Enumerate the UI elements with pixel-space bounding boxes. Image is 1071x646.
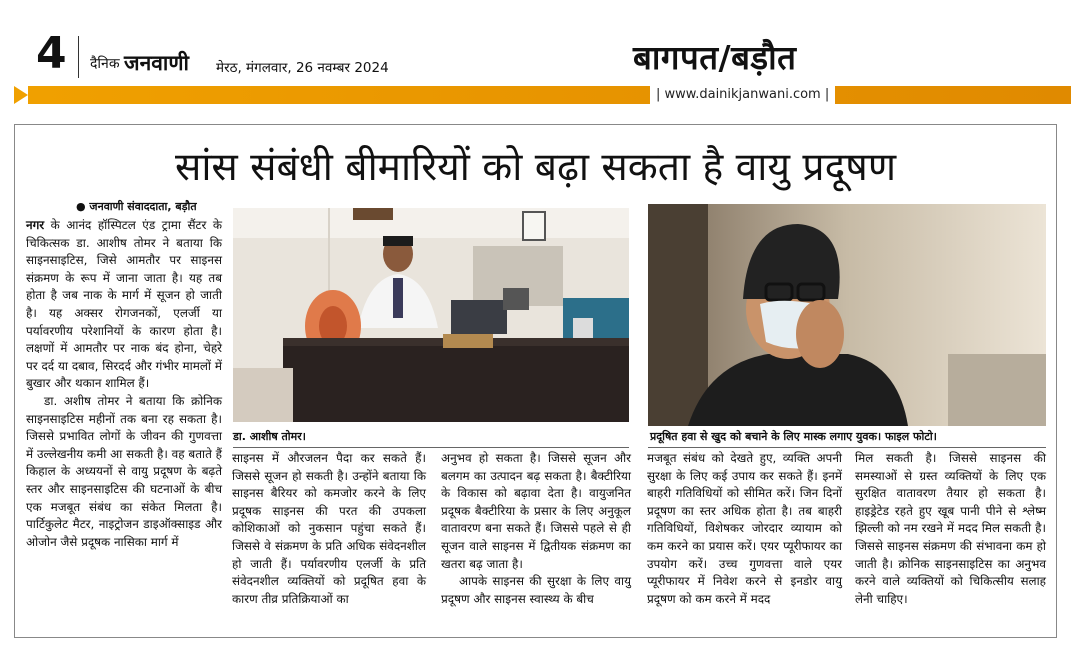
paragraph: डा. अशीष तोमर ने बताया कि क्रोनिक साइनसाइटिस महीनों तक बना रह सकता है। जिससे प्रभावित लोगों के जीवन की गुणवत्ता में उल्लेखनीय कमी आ सकती है। वह बताते हैं किहाल के अध्ययनों से वायु प्रदूषण के बढ़ते स्तर और साइनसाइटिस की घटनाओं के बीच एक मजबूत संबंध का संकेत मिलता है। पार्टिकुलेट मैटर, नाइट्रोजन डाइऑक्साइड और ओजोन जैसे प्रदूषक नासिका मार्ग में: [26, 393, 222, 549]
paragraph: मिल सकती है। जिससे साइनस की समस्याओं से ग्रस्त व्यक्तियों के लिए एक सुरक्षित वातावरण तैयार हो सकता है। हाइड्रेटेड रहते हुए खूब पानी पीने से श्लेष्म झिल्ली को नम रखने में मदद मिल सकती है। जिससे साइनस संक्रमण की संभावना कम हो जाती है। क्रोनिक साइनसाइटिस का अनुभव करने वाले व्यक्तियों को चिकित्सीय सलाह लेनी चाहिए।: [855, 451, 1046, 606]
paragraph: मजबूत संबंध को देखते हुए, व्यक्ति अपनी सुरक्षा के लिए कई उपाय कर सकते हैं। इनमें बाहरी गतिविधियों को सीमित करें। जिन दिनों प्रदूषण का स्तर अधिक होता है। तब बाहरी गतिविधियों, विशेषकर जोरदार व्यायाम को कम करने का प्रयास करें। एयर प्यूरीफायर का उपयोग करें। उच्च गुणवत्ता वाले एयर प्यूरीफायर में निवेश करने से इनडोर वायु प्रदूषण को कम करने में मदद: [647, 451, 842, 606]
paragraph: साइनस में औरजलन पैदा कर सकते हैं। जिससे सूजन हो सकती है। उन्होंने बताया कि साइनस बैरियर को कमजोर करने के लिए प्रदूषक साइनस की परत की उपकला कोशिकाओं को नुकसान पहुंचा सकते हैं। जिससे वे संक्रमण के प्रति अधिक संवेदनशील हो जाती हैं। पर्यावरणीय एलर्जी के प्रति संवेदनशील व्यक्तियों को प्रदूषित हवा के कारण तीव्र प्रतिक्रियाओं का: [232, 451, 426, 606]
paragraph: आपके साइनस की सुरक्षा के लिए वायु प्रदूषण और साइनस स्वास्थ्य के बीच: [441, 574, 631, 606]
daily-label: दैनिक: [90, 56, 120, 72]
article-column-5: [855, 450, 1046, 608]
article-column-1: [26, 217, 222, 551]
page-number: 4: [36, 28, 67, 79]
edition-title: बागपत/बड़ौत: [633, 38, 797, 77]
photo-caption-doctor: डा. आशीष तोमर।: [233, 430, 306, 443]
article-column-2: [232, 450, 426, 608]
byline: ● जनवाणी संवाददाता, बड़ौत: [76, 200, 197, 213]
masthead-orange-bar: [28, 86, 1071, 104]
caption-rule: [233, 447, 629, 448]
doctor-photo: [233, 208, 629, 422]
lead-word: नगर: [26, 218, 45, 232]
paragraph: अनुभव हो सकता है। जिससे सूजन और बलगम का उत्पादन बढ़ सकता है। बैक्टीरिया के विकास को बढ़ावा देता है। वायुजनित प्रदूषक बैक्टीरिया के प्रसार के लिए अनुकूल वातावरण बना सकते हैं। जिससे पहले से ही सूजन वाले साइनस में द्वितीयक संक्रमण का खतरा बढ़ जाता है।: [441, 451, 631, 571]
article-headline: सांस संबंधी बीमारियों को बढ़ा सकता है वायु प्रदूषण: [174, 145, 897, 190]
paragraph: [26, 217, 222, 393]
masthead-divider: [78, 36, 79, 78]
article-column-4: [647, 450, 842, 608]
newspaper-brand: जनवाणी: [124, 51, 189, 75]
masked-man-photo: [648, 204, 1046, 426]
dateline: मेरठ, मंगलवार, 26 नवम्बर 2024: [216, 60, 389, 76]
website-url: | www.dainikjanwani.com |: [650, 85, 835, 105]
caption-rule: [648, 447, 1046, 448]
paragraph-text: के आनंद हॉस्पिटल एंड ट्रामा सैंटर के चिकित्सक डा. आशीष तोमर ने बताया कि साइनसाइटिस, जिसे आमतौर पर साइनस संक्रमण के रूप में जाना जाता है। यह तब होता है जब नाक के मार्ग में सूजन हो जाती है। यह अक्सर रोगजनकों, एलर्जी या पर्यावरणीय परेशानियों के कारण होता है। लक्षणों में आमतौर पर नाक बंद होना, चेहरे पर दर्द या दबाव, सिरदर्द और गंभीर मामलों में बुखार और थकान शामिल हैं।: [26, 218, 222, 391]
photo-caption-masked-man: प्रदूषित हवा से खुद को बचाने के लिए मास्क लगाए युवक। फाइल फोटो।: [650, 430, 937, 443]
article-column-3: [441, 450, 631, 608]
orange-arrow-decoration: [14, 86, 28, 104]
